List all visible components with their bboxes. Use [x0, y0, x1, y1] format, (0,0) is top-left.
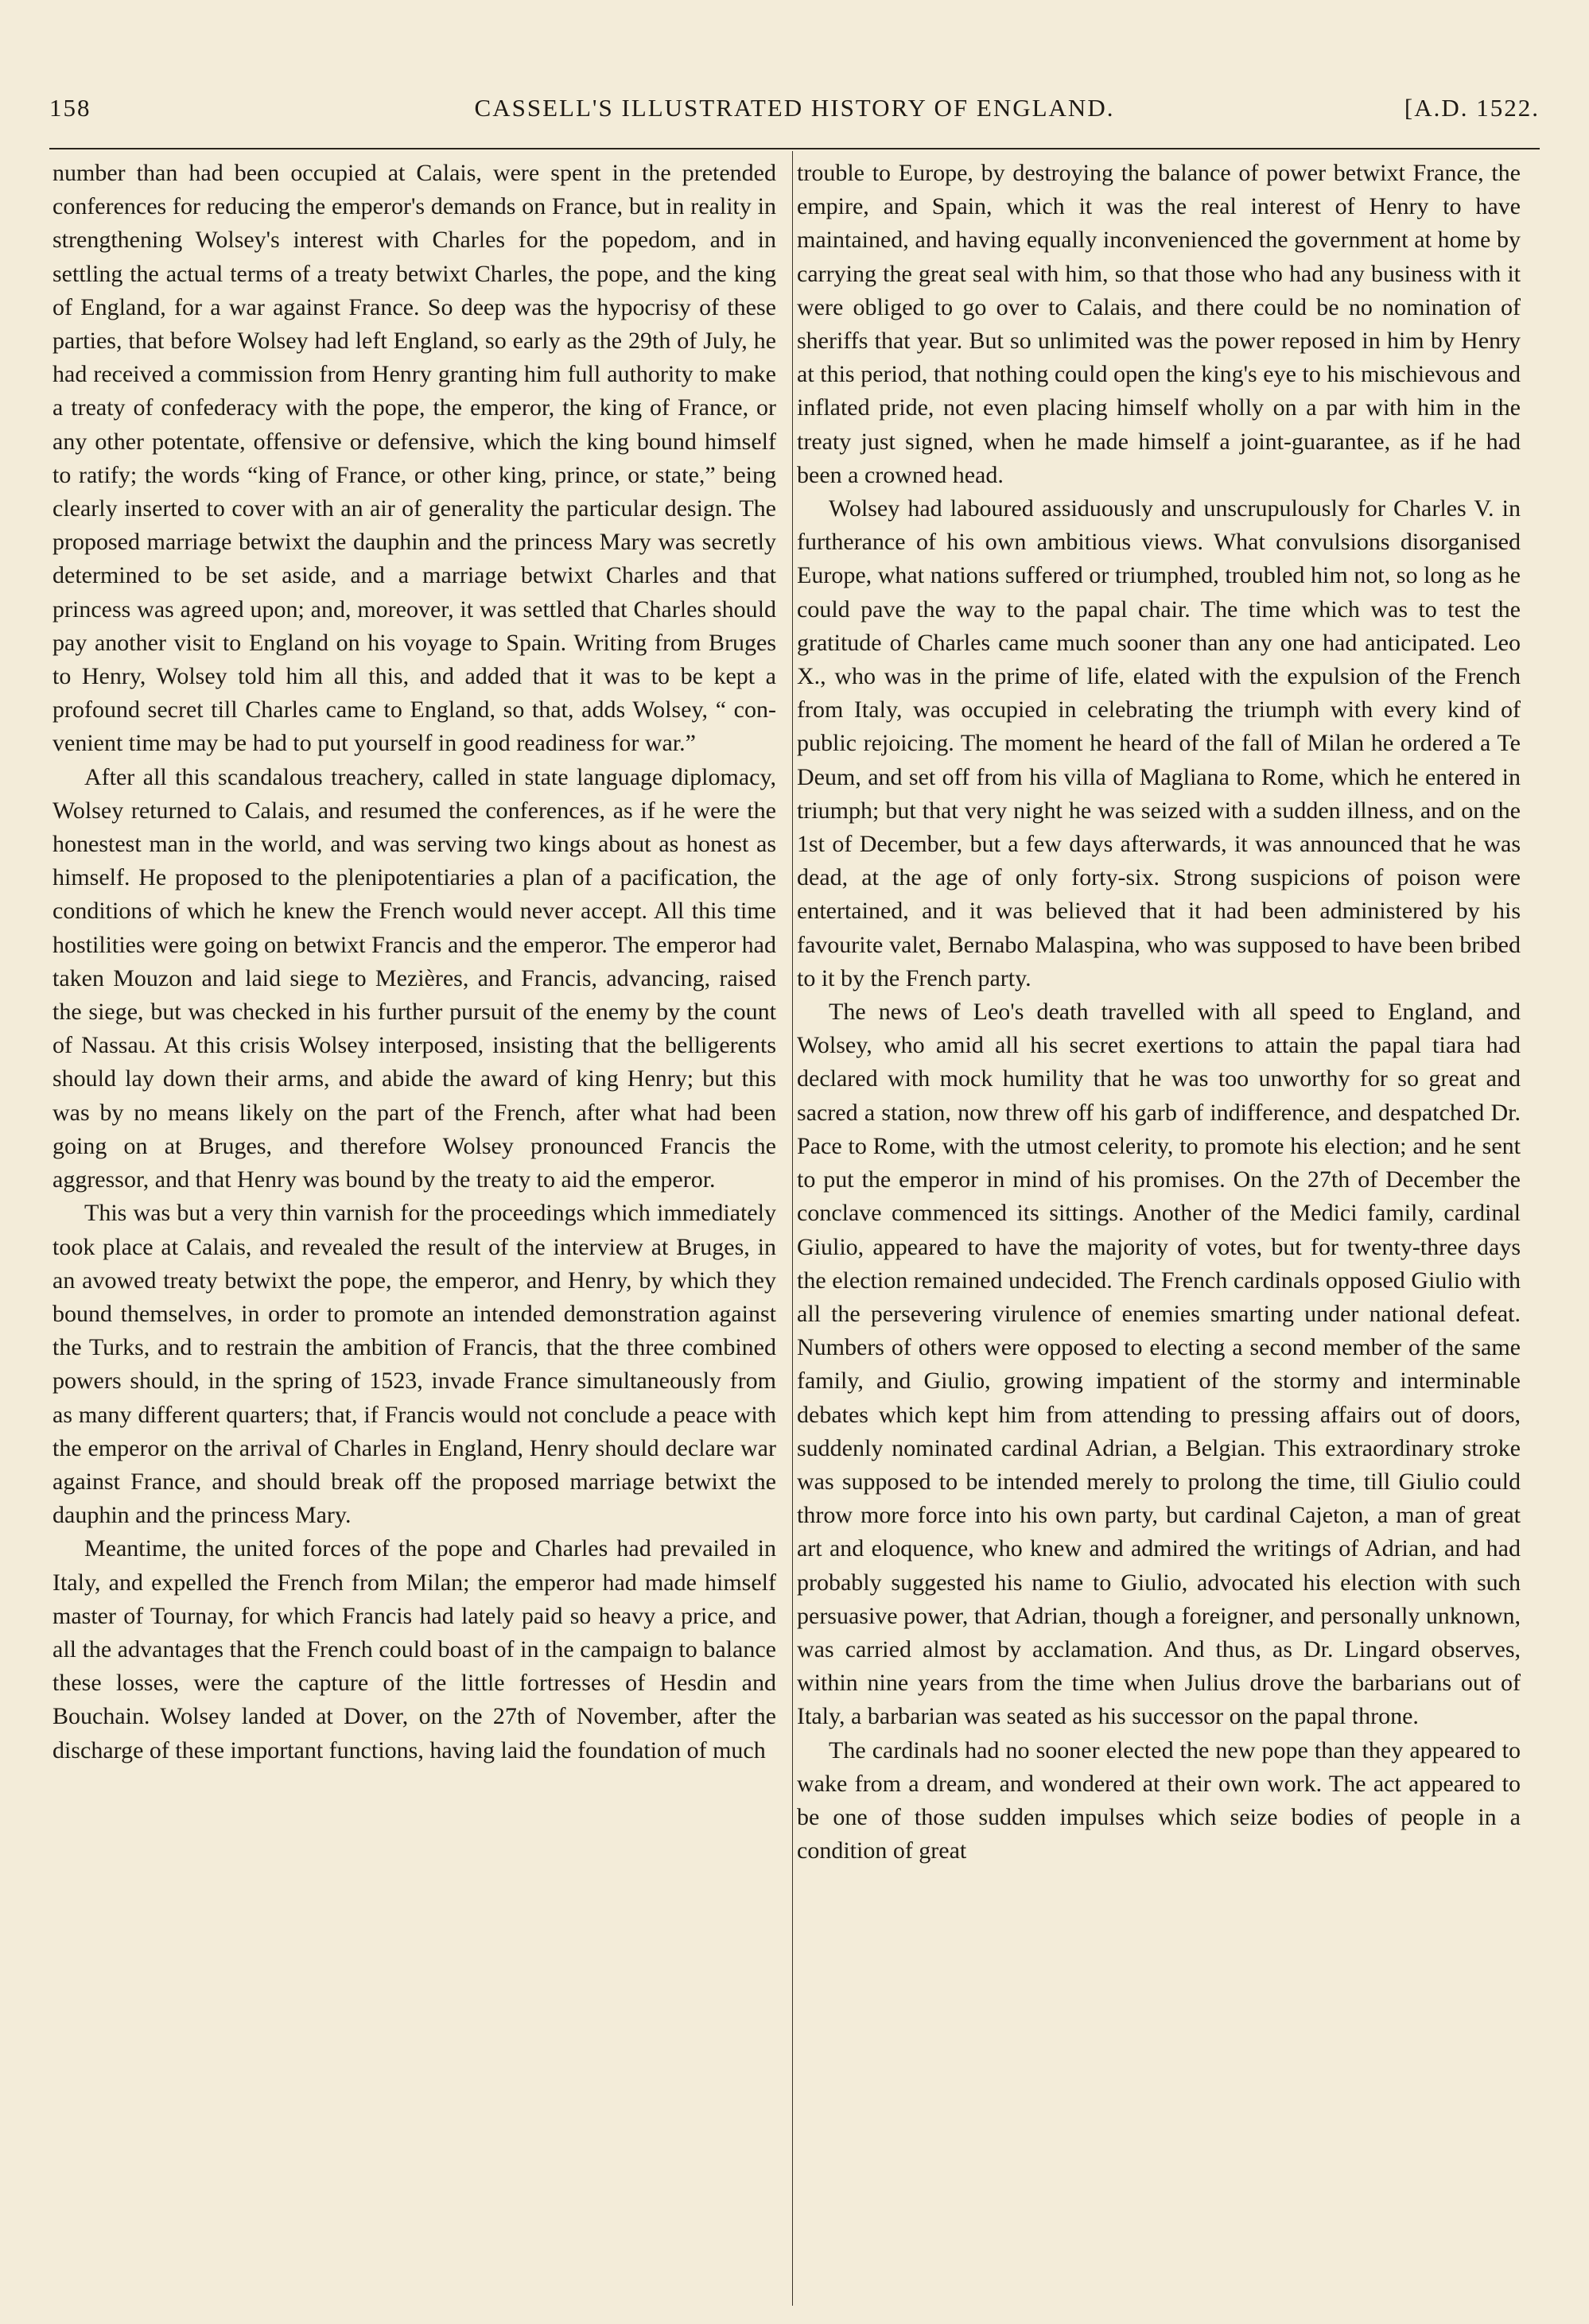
running-date: [A.D. 1522.: [1404, 94, 1540, 122]
right-column: [797, 157, 1521, 1868]
paragraph: After all this scandalous treachery, called in state language diplomacy, Wolsey returned to Calais, and resumed the conferences, as if he were the honestest man in the world, and was serving two kings about as honest as himself. He proposed to the plenipotentiaries a plan of a pacification, the conditions of which he knew the French would never accept. All this time hostilities were going on betwixt Francis and the emperor. The emperor had taken Mouzon and laid siege to Mezières, and Francis, advancing, raised the siege, but was checked in his further pursuit of the enemy by the count of Nassau. At this crisis Wolsey interposed, insisting that the belligerents should lay down their arms, and abide the award of king Henry; but this was by no means likely on the part of the French, after what had been going on at Bruges, and therefore Wolsey pronounced Francis the aggressor, and that Henry was bound by the treaty to aid the emperor.: [52, 763, 776, 1193]
running-title: CASSELL'S ILLUSTRATED HISTORY OF ENGLAND.: [474, 94, 1115, 122]
paragraph: This was but a very thin varnish for the proceedings which immediately took place at Calais, and revealed the result of the interview at Bruges, in an avowed treaty betwixt the pope, the emperor, and Henry, by which they bound themselves, in order to promote an intended demonstration against the Turks, and to restrain the ambition of Francis, that the three combined powers should, in the spring of 1523, invade France simultaneously from as many different quarters; that, if Francis would not conclude a peace with the emperor on the arrival of Charles in England, Henry should declare war against France, and should break off the proposed marriage betwixt the dauphin and the princess Mary.: [52, 1200, 776, 1529]
header-rule: [49, 148, 1540, 149]
paragraph: Wolsey had laboured assiduously and unscrupulously for Charles V. in furtherance of his own ambitious views. What convulsions disorganised Europe, what nations suffered or triumphed, troubled him not, so long as he could pave the way to the papal chair. The time which was to test the gratitude of Charles came much sooner than any one had anticipated. Leo X., who was in the prime of life, elated with the expulsion of the French from Italy, was occupied in celebrating the triumph with every kind of public rejoicing. The moment he heard of the fall of Milan he ordered a Te Deum, and set off from his villa of Magliana to Rome, which he entered in triumph; but that very night he was seized with a sudden illness, and on the 1st of December, but a few days afterwards, it was announced that he was dead, at the age of only forty-six. Strong suspicions of poison were entertained, and it was believed that it had been administered by his favourite valet, Bernabo Malaspina, who was supposed to have been bribed to it by the French party.: [797, 495, 1521, 991]
page-number: 158: [49, 94, 91, 122]
running-header: [49, 94, 1540, 126]
paragraph: number than had been occupied at Calais, were spent in the pretended conferences for reducing the emperor's demands on France, but in reality in strengthening Wolsey's interest with Charles for the popedom, and in settling the actual terms of a treaty betwixt Charles, the pope, and the king of England, for a war against France. So deep was the hypocrisy of these parties, that before Wolsey had left England, so early as the 29th of July, he had received a commission from Henry granting him full authority to make a treaty of confederacy with the pope, the emperor, the king of France, or any other potentate, offensive or defensive, which the king bound himself to ratify; the words “king of France, or other king, prince, or state,” being clearly inserted to cover with an air of generality the particular design. The proposed marriage betwixt the dauphin and the princess Mary was secretly determined to be set aside, and a marriage betwixt Charles and that princess was agreed upon; and, moreover, it was settled that Charles should pay another visit to England on his voyage to Spain. Writing from Bruges to Henry, Wolsey told him all this, and added that it was to be kept a profound secret till Charles came to England, so that, adds Wolsey, “ convenient time may be had to put yourself in good readiness for war.”: [52, 160, 776, 757]
left-column: [52, 157, 776, 1767]
paragraph: The news of Leo's death travelled with all speed to England, and Wolsey, who amid all his secret exertions to attain the papal tiara had declared with mock humility that he was too unworthy for so great and sacred a station, now threw off his garb of indifference, and despatched Dr. Pace to Rome, with the utmost celerity, to promote his election; and he sent to put the emperor in mind of his promises. On the 27th of December the conclave commenced its sittings. Another of the Medici family, cardinal Giulio, appeared to have the majority of votes, but for twenty-three days the election remained undecided. The French cardinals opposed Giulio with all the persevering virulence of enemies smarting under national defeat. Numbers of others were opposed to electing a second member of the same family, and Giulio, growing impatient of the stormy and interminable debates which kept him from attending to pressing affairs out of doors, suddenly nominated cardinal Adrian, a Belgian. This extraordinary stroke was supposed to be intended merely to prolong the time, till Giulio could throw more force into his own party, but cardinal Cajeton, a man of great art and eloquence, who knew and admired the writings of Adrian, and had probably suggested his name to Giulio, advocated his election with such persuasive power, that Adrian, though a foreigner, and personally unknown, was carried almost by acclamation. And thus, as Dr. Lingard observes, within nine years from the time when Julius drove the barbarians out of Italy, a barbarian was seated as his successor on the papal throne.: [797, 999, 1521, 1730]
paragraph: Meantime, the united forces of the pope and Charles had prevailed in Italy, and expelled the French from Milan; the emperor had made himself master of Tournay, for which Francis had lately paid so heavy a price, and all the advantages that the French could boast of in the campaign to balance these losses, were the capture of the little fortresses of Hesdin and Bouchain. Wolsey landed at Dover, on the 27th of November, after the discharge of these important functions, having laid the foundation of much: [52, 1535, 776, 1763]
paragraph: The cardinals had no sooner elected the new pope than they appeared to wake from a dream, and wondered at their own work. The act appeared to be one of those sudden impulses which seize bodies of people in a condition of great: [797, 1736, 1521, 1864]
column-divider: [792, 151, 793, 2306]
paragraph: trouble to Europe, by destroying the balance of power betwixt France, the empire, and Spain, which it was the real interest of Henry to have maintained, and having equally inconvenienced the government at home by carrying the great seal with him, so that those who had any business with it were obliged to go over to Calais, and there could be no nomination of sheriffs that year. But so unlimited was the power reposed in him by Henry at this period, that nothing could open the king's eye to his mischievous and inflated pride, not even placing himself wholly on a par with him in the treaty just signed, when he made himself a joint-guarantee, as if he had been a crowned head.: [797, 160, 1521, 488]
